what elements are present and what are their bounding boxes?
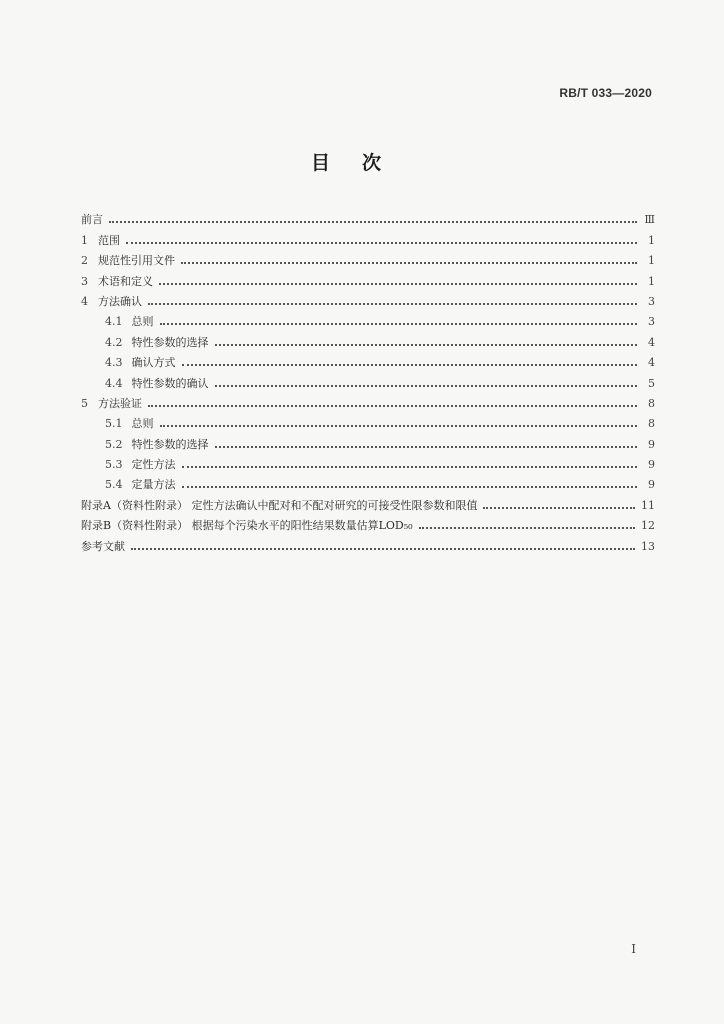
dot-leader <box>182 466 638 468</box>
toc-entry-label: 前言 <box>81 213 103 227</box>
toc-entry-page: 9 <box>648 437 655 451</box>
dot-leader <box>131 548 635 550</box>
toc-entry-foreword[interactable] <box>81 207 655 227</box>
dot-leader <box>160 425 638 427</box>
toc-entry-terms-definitions[interactable] <box>81 268 655 288</box>
dot-leader <box>148 303 637 305</box>
dot-leader <box>126 242 637 244</box>
toc-entry-number: 4.4 <box>105 376 123 390</box>
toc-entry-label: 附录A（资料性附录） 定性方法确认中配对和不配对研究的可接受性限参数和限值 <box>81 498 478 512</box>
toc-entry-4-2[interactable] <box>81 329 655 349</box>
toc-entry-5-3[interactable] <box>81 452 655 472</box>
dot-leader <box>182 364 638 366</box>
toc-entry-number: 5.1 <box>105 417 123 431</box>
toc-entry-number: 5.2 <box>105 437 123 451</box>
toc-entry-page: Ⅲ <box>644 213 655 227</box>
dot-leader <box>215 446 638 448</box>
dot-leader <box>182 486 638 488</box>
toc-entry-page: 3 <box>648 315 655 329</box>
toc-entry-5-2[interactable] <box>81 431 655 451</box>
page-title: 目次 <box>310 152 413 174</box>
document-code: RB/T 033—2020 <box>559 86 652 100</box>
toc-entry-page: 5 <box>648 376 655 390</box>
toc-entry-label: 特性参数的确认 <box>131 376 209 390</box>
dot-leader <box>159 283 637 285</box>
toc-entry-page: 1 <box>648 274 655 288</box>
toc-entry-number: 5 <box>81 396 88 410</box>
toc-entry-label: 方法验证 <box>98 396 142 410</box>
toc-entry-number: 5.3 <box>105 458 123 472</box>
toc-entry-number: 2 <box>81 254 88 268</box>
page-number: I <box>631 942 636 956</box>
toc-entry-label: 规范性引用文件 <box>98 254 175 268</box>
toc-entry-normative-references[interactable] <box>81 248 655 268</box>
toc-entry-page: 9 <box>648 478 655 492</box>
toc-entry-4-4[interactable] <box>81 370 655 390</box>
toc-entry-page: 13 <box>641 539 655 553</box>
toc-entry-5-4[interactable] <box>81 472 655 492</box>
toc-entry-appendix-a[interactable] <box>81 492 655 512</box>
toc-entry-page: 9 <box>648 458 655 472</box>
dot-leader <box>215 385 638 387</box>
toc-entry-number: 4.1 <box>105 315 123 329</box>
toc-entry-number: 4.2 <box>105 335 123 349</box>
toc-entry-method-verification[interactable] <box>81 391 655 411</box>
dot-leader <box>160 323 638 325</box>
toc-entry-method-validation[interactable] <box>81 289 655 309</box>
toc-entry-page: 4 <box>648 335 655 349</box>
dot-leader <box>419 527 635 529</box>
toc-entry-label: 定量方法 <box>131 478 176 492</box>
dot-leader <box>215 344 638 346</box>
toc-entry-page: 12 <box>641 519 655 533</box>
dot-leader <box>181 262 637 264</box>
toc-entry-number: 3 <box>81 274 88 288</box>
toc-entry-label: 方法确认 <box>98 294 142 308</box>
toc-entry-page: 11 <box>641 498 655 512</box>
dot-leader <box>148 405 637 407</box>
toc-entry-4-3[interactable] <box>81 350 655 370</box>
toc-entry-label: 总则 <box>131 417 154 431</box>
toc-entry-number: 5.4 <box>105 478 123 492</box>
table-of-contents <box>81 207 655 554</box>
toc-entry-page: 1 <box>648 254 655 268</box>
toc-entry-bibliography[interactable] <box>81 533 655 553</box>
dot-leader <box>483 507 635 509</box>
toc-entry-page: 8 <box>648 417 655 431</box>
toc-entry-number: 4.3 <box>105 356 123 370</box>
toc-entry-label: 总则 <box>131 315 154 329</box>
toc-entry-label: 确认方式 <box>131 356 176 370</box>
toc-entry-number: 1 <box>81 233 88 247</box>
toc-entry-page: 8 <box>648 396 655 410</box>
toc-entry-label: 特性参数的选择 <box>131 335 209 349</box>
dot-leader <box>109 221 637 223</box>
toc-entry-4-1[interactable] <box>81 309 655 329</box>
toc-entry-page: 3 <box>648 294 655 308</box>
toc-entry-label: 定性方法 <box>131 458 176 472</box>
toc-entry-5-1[interactable] <box>81 411 655 431</box>
toc-entry-page: 1 <box>648 233 655 247</box>
toc-entry-scope[interactable] <box>81 227 655 247</box>
toc-entry-label: 范围 <box>98 233 120 247</box>
toc-entry-appendix-b[interactable] <box>81 513 655 533</box>
toc-entry-label: 特性参数的选择 <box>131 437 209 451</box>
toc-entry-label: 附录B（资料性附录） 根据每个污染水平的阳性结果数量估算LOD₅₀ <box>81 519 413 533</box>
toc-entry-label: 术语和定义 <box>98 274 153 288</box>
toc-entry-number: 4 <box>81 294 88 308</box>
toc-entry-page: 4 <box>648 356 655 370</box>
toc-entry-label: 参考文献 <box>81 539 125 553</box>
